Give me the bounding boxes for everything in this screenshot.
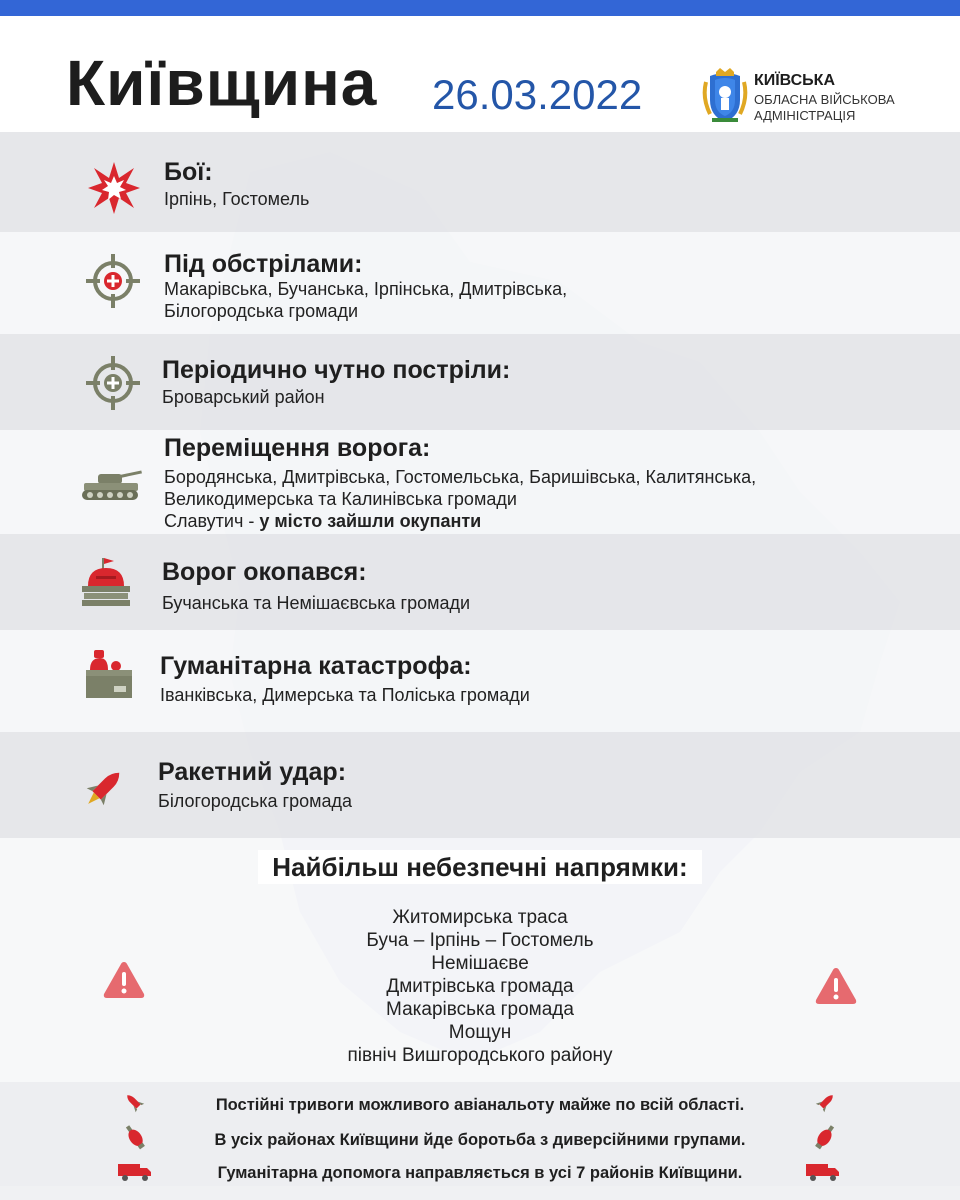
rocket-small-icon	[814, 1092, 836, 1114]
explosion-icon	[88, 162, 140, 214]
section-details	[160, 684, 530, 706]
tank-icon	[80, 466, 142, 502]
section-entrenched	[0, 534, 960, 630]
rocket-icon	[80, 766, 126, 812]
direction-item: Дмитрівська громада	[386, 976, 574, 997]
section-details	[158, 790, 352, 812]
section-details	[162, 592, 470, 614]
logo-line-2: ОБЛАСНА ВІЙСЬКОВА	[754, 92, 895, 107]
section-details	[164, 188, 309, 210]
coat-of-arms-icon	[702, 68, 748, 126]
warning-icon-right	[814, 966, 858, 1006]
warning-icon-left	[102, 960, 146, 1000]
section-details	[164, 466, 756, 532]
direction-item: Мощун	[448, 1022, 512, 1043]
note-air-raid: Постійні тривоги можливого авіанальоту майже по всій області.	[215, 1096, 745, 1114]
report-date: 26.03.2022	[432, 71, 643, 118]
detail-line: Білогородська громада	[158, 791, 352, 811]
detail-line: Великодимерська та Калинівська громади	[164, 489, 517, 509]
detail-line: Ірпінь, Гостомель	[164, 189, 310, 209]
section-enemy-movement	[0, 430, 960, 534]
note-humanitarian-aid: Гуманітарна допомога направляється в усі 7 районів Київщини.	[217, 1164, 743, 1182]
section-title: Ракетний удар:	[158, 758, 347, 786]
slavutych-label: Славутич -	[164, 511, 260, 531]
danger-title-text: Найбільш небезпечні напрямки:	[258, 850, 701, 884]
directions-list	[280, 906, 680, 1067]
administration-logo	[702, 68, 922, 128]
section-title: Під обстрілами:	[164, 250, 363, 278]
grenade-icon	[124, 1124, 146, 1150]
crosshair-icon	[86, 356, 140, 410]
section-title: Ворог окопався:	[162, 558, 367, 586]
direction-item: Немішаєве	[431, 953, 529, 974]
rocket-small-icon	[124, 1092, 146, 1114]
header	[0, 16, 960, 132]
detail-line: Броварський район	[162, 387, 325, 407]
section-fights	[0, 132, 960, 232]
top-accent-bar	[0, 0, 960, 16]
section-title: Переміщення ворога:	[164, 434, 431, 462]
section-shelling	[0, 232, 960, 334]
logo-line-1: КИЇВСЬКА	[754, 72, 835, 89]
page-title: Київщина	[66, 47, 378, 119]
section-details	[162, 386, 325, 408]
detail-line: Бородянська, Дмитрівська, Гостомельська, Баришівська, Калитянська,	[164, 467, 757, 487]
aid-box-icon	[84, 648, 134, 700]
section-details	[164, 278, 567, 322]
detail-line: Білогородська громади	[164, 301, 359, 321]
direction-item: Буча – Ірпінь – Гостомель	[366, 930, 594, 951]
direction-item: північ Вишгородського району	[347, 1045, 613, 1066]
grenade-icon	[814, 1124, 836, 1150]
truck-icon	[806, 1162, 840, 1182]
section-humanitarian-crisis	[0, 630, 960, 732]
logo-line-3: АДМІНІСТРАЦІЯ	[754, 108, 856, 123]
section-missile-strike	[0, 732, 960, 838]
section-title: Гуманітарна катастрофа:	[160, 652, 472, 680]
section-title: Періодично чутно постріли:	[162, 356, 511, 384]
slavutych-status: у місто зайшли окупанти	[259, 511, 482, 531]
bottom-bar	[0, 1186, 960, 1200]
detail-line-slavutych	[164, 510, 756, 532]
section-shots-heard	[0, 334, 960, 430]
note-sabotage-groups: В усіх районах Київщини йде боротьба з диверсійними групами.	[214, 1131, 746, 1149]
detail-line: Іванківська, Димерська та Поліська громади	[160, 685, 530, 705]
section-title: Бої:	[164, 158, 213, 186]
direction-item: Макарівська громада	[386, 999, 574, 1020]
detail-line: Бучанська та Немішаєвська громади	[162, 593, 471, 613]
direction-item: Житомирська траса	[392, 907, 568, 928]
bunker-icon	[82, 558, 130, 606]
crosshair-red-icon	[86, 254, 140, 308]
truck-icon	[118, 1162, 152, 1182]
danger-title	[0, 852, 960, 883]
detail-line: Макарівська, Бучанська, Ірпінська, Дмитрівська,	[164, 279, 568, 299]
